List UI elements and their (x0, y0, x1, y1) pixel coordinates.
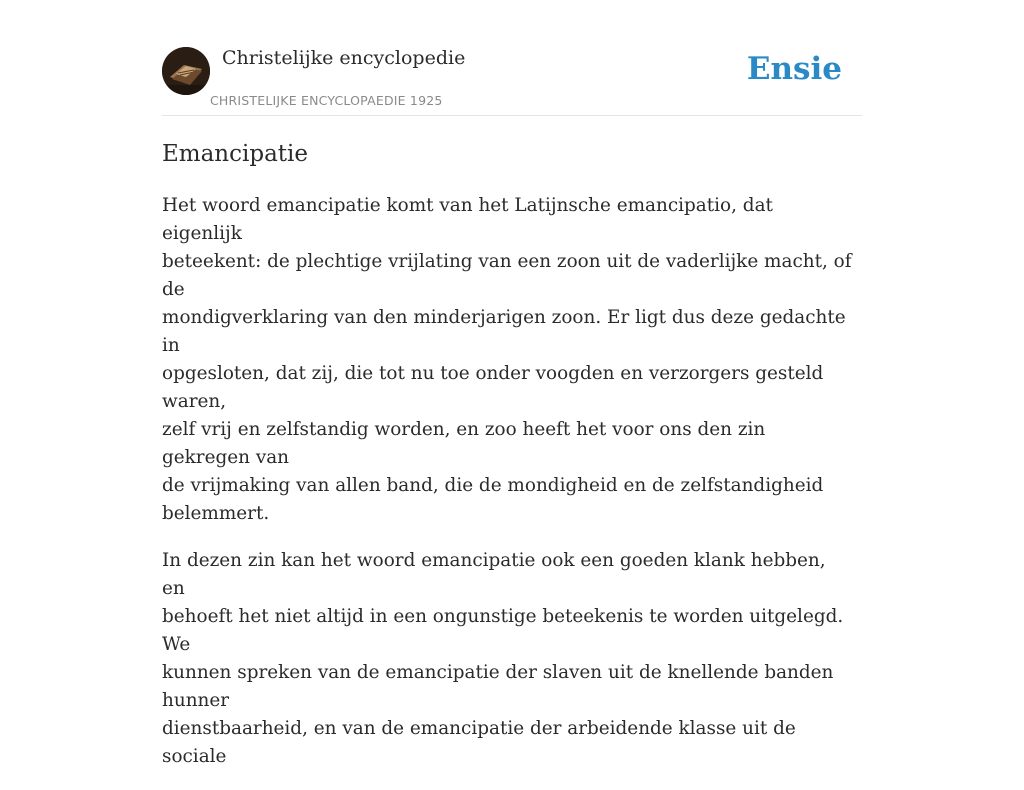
text-line: belemmert. (162, 503, 270, 524)
text-line: opgesloten, dat zij, die tot nu toe onder voogden en verzorgers gesteld waren, (162, 363, 824, 412)
paragraph (162, 547, 852, 771)
article-body (162, 192, 852, 790)
brand-logo[interactable]: Ensie (746, 51, 842, 87)
paragraph (162, 192, 852, 528)
book-photo-icon[interactable] (162, 47, 210, 95)
text-line: zelf vrij en zelfstandig worden, en zoo heeft het voor ons den zin gekregen van (162, 419, 766, 468)
site-name[interactable]: Christelijke encyclopedie (222, 47, 466, 69)
text-line: dienstbaarheid, en van de emancipatie der arbeidende klasse uit de sociale (162, 718, 796, 767)
text-line: behoeft het niet altijd in een ongunstige beteekenis te worden uitgelegd. We (162, 606, 844, 655)
text-line: mondigverklaring van den minderjarigen zoon. Er ligt dus deze gedachte in (162, 307, 846, 356)
article-title: Emancipatie (162, 141, 309, 167)
text-line: In dezen zin kan het woord emancipatie ook een goeden klank hebben, en (162, 550, 826, 599)
text-line: beteekent: de plechtige vrijlating van een zoon uit de vaderlijke macht, of de (162, 251, 852, 300)
site-subtitle: CHRISTELIJKE ENCYCLOPAEDIE 1925 (210, 93, 443, 108)
text-line: Het woord emancipatie komt van het Latijnsche emancipatio, dat eigenlijk (162, 195, 773, 244)
site-header (162, 46, 862, 116)
text-line: kunnen spreken van de emancipatie der slaven uit de knellende banden hunner (162, 662, 834, 711)
text-line: de vrijmaking van allen band, die de mondigheid en de zelfstandigheid (162, 475, 824, 496)
